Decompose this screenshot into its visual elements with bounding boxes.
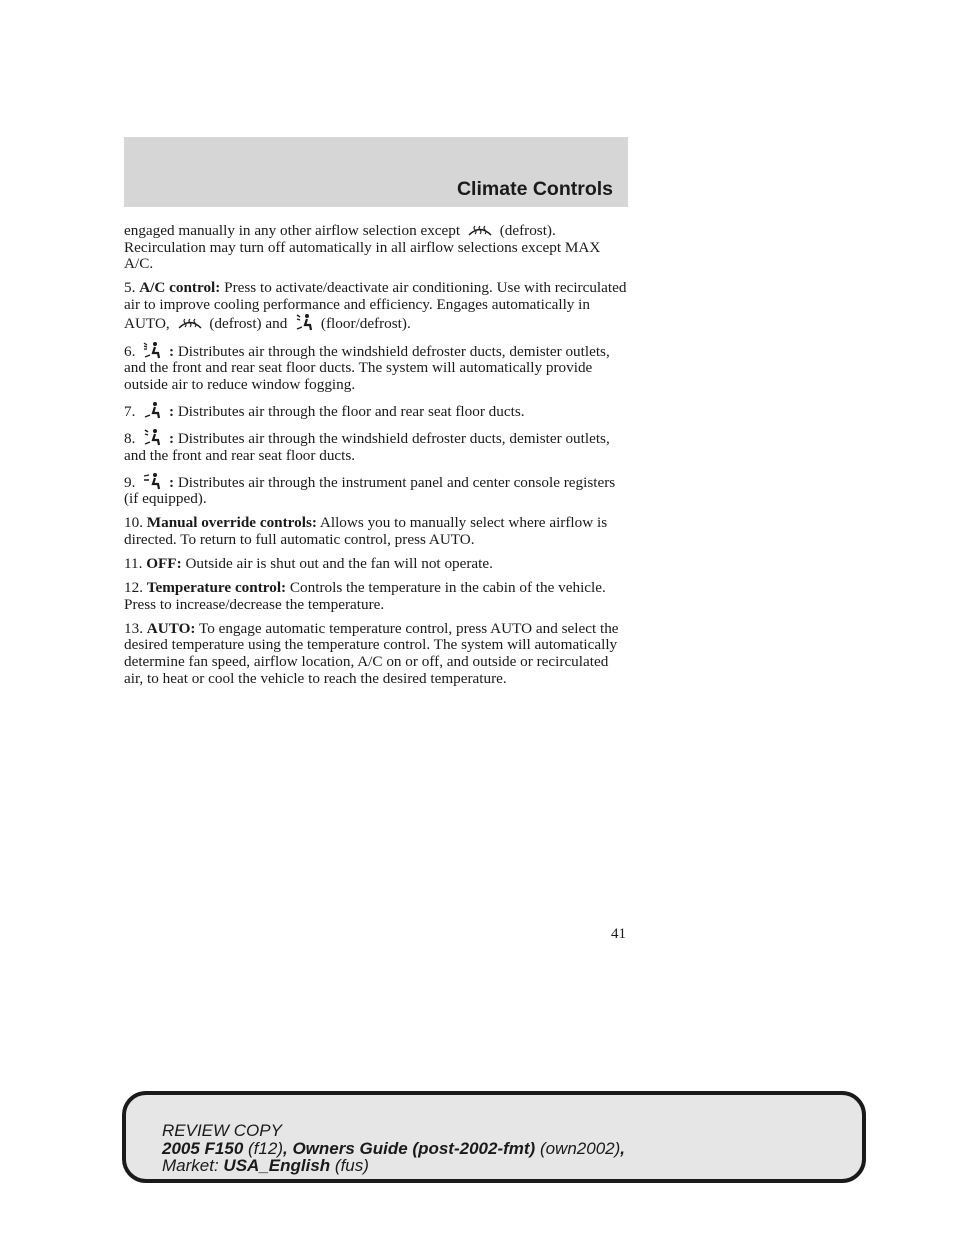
floor-icon <box>142 401 162 419</box>
item-11: 11. OFF: Outside air is shut out and the fan will not operate. <box>124 555 493 572</box>
review-copy-box <box>122 1091 866 1183</box>
review-copy-label: REVIEW COPY <box>162 1121 282 1140</box>
item-9: 9. : Distributes air through the instrument panel and center console registers (if equipped). <box>124 473 616 508</box>
item-12: 12. Temperature control: Controls the temperature in the cabin of the vehicle. Press to increase/decrease the temperature. <box>124 579 606 613</box>
item-5: 5. A/C control: Press to activate/deactivate air conditioning. Use with recirculated air to improve cooling performance and efficiency. Engages automatically in AUTO, (defrost) and (floor/defrost). <box>124 279 627 333</box>
section-title: Climate Controls <box>456 178 613 200</box>
item-6: 6. : Distributes air through the windshield defroster ducts, demister outlets, and the front and rear seat floor ducts. The system will automatically provide outside air to reduce window fogging. <box>124 342 610 393</box>
item-8: 8. : Distributes air through the windshield defroster ducts, demister outlets, and the front and rear seat floor ducts. <box>124 429 610 464</box>
section-header-band <box>124 137 628 207</box>
floor-defrost-icon <box>294 313 314 331</box>
page-content <box>124 222 630 695</box>
intro-paragraph: engaged manually in any other airflow selection except (defrost). Recirculation may turn off automatically in all airflow selections except MAX A/C. <box>124 222 601 273</box>
review-copy-model-line: 2005 F150 (f12), Owners Guide (post-2002-fmt) (own2002), <box>162 1138 625 1158</box>
floor-defrost-icon <box>142 428 162 446</box>
review-copy-market-line: Market: USA_English (fus) <box>162 1156 369 1175</box>
defrost-icon <box>177 315 203 331</box>
review-copy-text <box>162 1122 625 1175</box>
panel-icon <box>142 472 162 490</box>
page-number: 41 <box>611 926 626 942</box>
item-13: 13. AUTO: To engage automatic temperature control, press AUTO and select the desired temperature using the temperature control. The system will automatically determine fan speed, airflow location, A/C on or off, and outside or recirculated air, to heat or cool the vehicle to reach the desired temperature. <box>124 619 619 687</box>
defrost-icon <box>467 222 493 238</box>
item-10: 10. Manual override controls: Allows you to manually select where airflow is directed. To return to full automatic control, press AUTO. <box>124 514 608 548</box>
item-5-term: A/C control: <box>139 279 221 297</box>
item-7: 7. : Distributes air through the floor and rear seat floor ducts. <box>124 402 525 420</box>
panel-floor-defrost-icon <box>142 341 162 359</box>
